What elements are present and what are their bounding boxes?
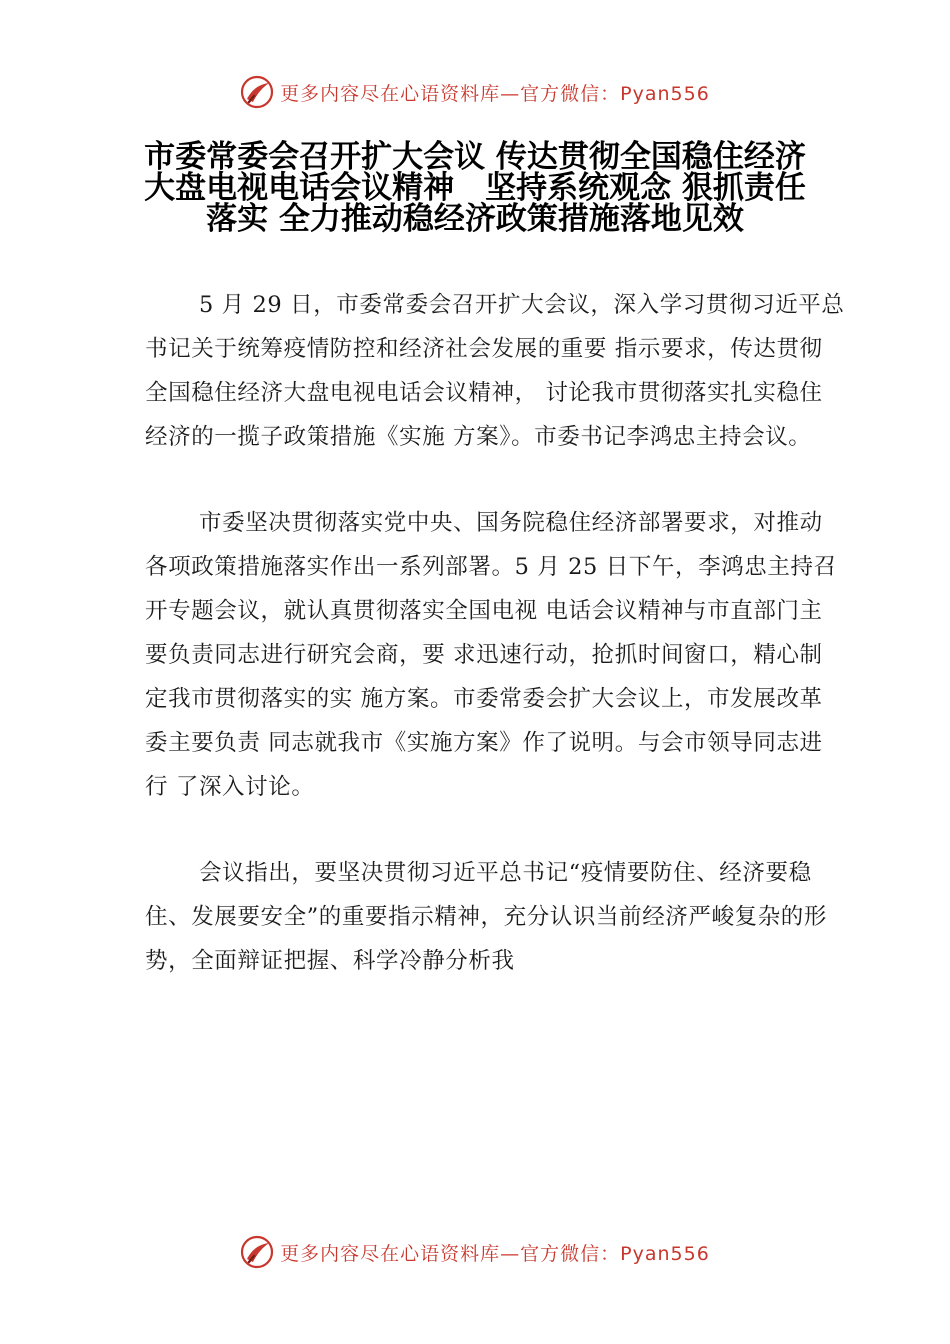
- watermark-footer: [0, 1232, 950, 1272]
- brush-logo-icon: [240, 75, 274, 109]
- document-title: 市委常委会召开扩大会议 传达贯彻全国稳住经济大盘电视电话会议精神 坚持系统观念 狠抓责任落实 全力推动稳经济政策措施落地见效: [144, 139, 806, 237]
- paragraph-3: 会议指出，要坚决贯彻习近平总书记“疫情要防住、经济要稳住、发展要安全”的重要指示精神，充分认识当前经济严峻复杂的形势，全面辩证把握、科学冷静分析我: [145, 860, 828, 974]
- paragraph-2: 市委坚决贯彻落实党中央、国务院稳住经济部署要求，对推动各项政策措施落实作出一系列部署。5 月 25 日下午，李鸿忠主持召开专题会议，就认真贯彻落实全国电视 电话会议精神与市直部门主要负责同志进行研究会商，要 求迅速行动，抢抓时间窗口，精心制定我市贯彻落实的实 施方案。市委常委会扩大会议上，市发展改革委主要负责 同志就我市《实施方案》作了说明。与会市领导同志进行 了深入讨论。: [145, 510, 837, 800]
- watermark-text: 更多内容尽在心语资料库—官方微信：Pyan556: [280, 82, 710, 105]
- document-body: [145, 283, 845, 1025]
- watermark-header: [0, 72, 950, 112]
- paragraph-1: 5 月 29 日，市委常委会召开扩大会议，深入学习贯彻习近平总书记关于统筹疫情防控和经济社会发展的重要 指示要求，传达贯彻全国稳住经济大盘电视电话会议精神， 讨论我市贯彻落实扎实稳住经济的一揽子政策措施《实施 方案》。市委书记李鸿忠主持会议。: [145, 292, 845, 450]
- wechat-id: Pyan556: [620, 82, 710, 105]
- wechat-id: Pyan556: [620, 1242, 710, 1265]
- watermark-text: 更多内容尽在心语资料库—官方微信：Pyan556: [280, 1242, 710, 1265]
- brush-logo-icon: [240, 1235, 274, 1269]
